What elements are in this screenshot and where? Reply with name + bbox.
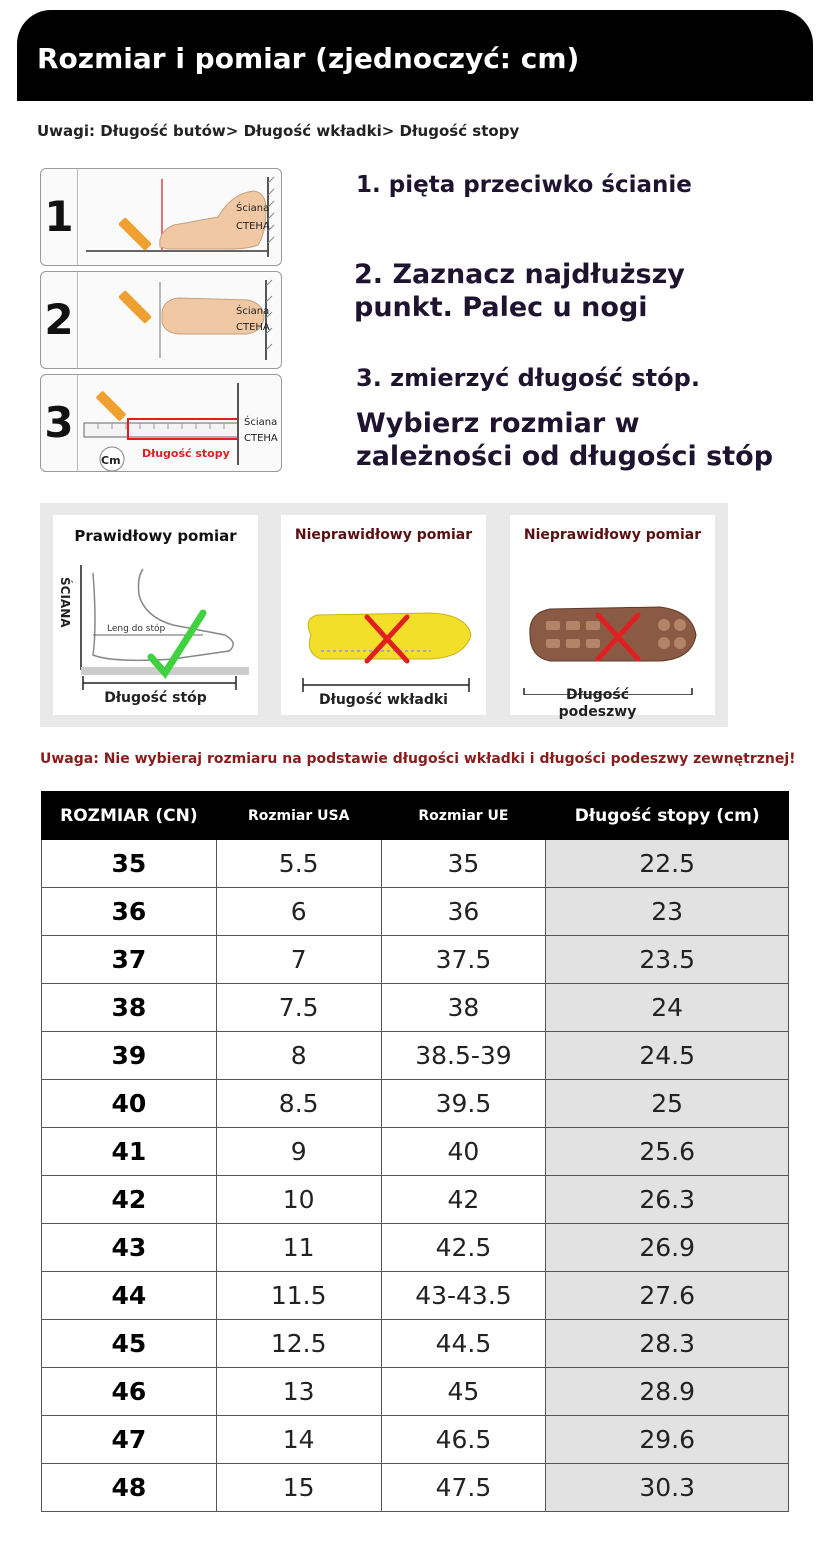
cn-size-cell: 42 <box>42 1176 217 1224</box>
choose-size-line-1: Wybierz rozmiar w <box>356 408 640 439</box>
us-size-cell: 14 <box>216 1416 381 1464</box>
foot-length-cell: 26.3 <box>546 1176 789 1224</box>
header-foot-length: Długość stopy (cm) <box>546 792 789 840</box>
step-2-box <box>40 271 282 369</box>
size-warning: Uwaga: Nie wybieraj rozmiaru na podstawie długości wkładki i długości podeszwy zewnętrznej! <box>40 751 796 767</box>
step-3-box <box>40 374 282 472</box>
eu-size-cell: 45 <box>381 1368 546 1416</box>
table-row <box>42 1032 789 1080</box>
cn-size-cell: 47 <box>42 1416 217 1464</box>
choose-size-line-2: zależności od długości stóp <box>356 441 774 472</box>
cn-size-cell: 35 <box>42 840 217 888</box>
us-size-cell: 13 <box>216 1368 381 1416</box>
correct-measurement-card <box>53 515 258 715</box>
us-size-cell: 7.5 <box>216 984 381 1032</box>
step-1-box <box>40 168 282 266</box>
instruction-step-3: 3. zmierzyć długość stóp. <box>356 364 700 392</box>
us-size-cell: 9 <box>216 1128 381 1176</box>
us-size-cell: 11.5 <box>216 1272 381 1320</box>
table-row <box>42 1320 789 1368</box>
wrong-sole-title: Nieprawidłowy pomiar <box>523 527 702 543</box>
eu-size-cell: 37.5 <box>381 936 546 984</box>
sole-length-label-line-2: podeszwy <box>558 704 637 720</box>
step-3-number: 3 <box>41 375 78 471</box>
table-row <box>42 1080 789 1128</box>
foot-length-cell: 25 <box>546 1080 789 1128</box>
sole-length-label-line-1: Długość <box>565 687 630 703</box>
us-size-cell: 5.5 <box>216 840 381 888</box>
cn-size-cell: 45 <box>42 1320 217 1368</box>
cn-size-cell: 48 <box>42 1464 217 1512</box>
us-size-cell: 8 <box>216 1032 381 1080</box>
table-row <box>42 1176 789 1224</box>
us-size-cell: 11 <box>216 1224 381 1272</box>
cn-size-cell: 40 <box>42 1080 217 1128</box>
table-row <box>42 1272 789 1320</box>
table-row <box>42 984 789 1032</box>
cn-size-cell: 43 <box>42 1224 217 1272</box>
table-row <box>42 1416 789 1464</box>
cm-unit-badge: Cm <box>101 454 121 467</box>
foot-length-cell: 25.6 <box>546 1128 789 1176</box>
step-3-wall-label-alt: CTEHA <box>244 433 278 444</box>
instruction-step-2-line-2: punkt. Palec u nogi <box>354 292 648 323</box>
step-1-wall-label-alt: CTEHA <box>236 221 270 232</box>
header-bar <box>17 10 813 101</box>
eu-size-cell: 35 <box>381 840 546 888</box>
step-1-wall-label: Ściana <box>236 203 270 214</box>
foot-top-view-illustration <box>78 272 281 368</box>
cn-size-cell: 39 <box>42 1032 217 1080</box>
measurement-comparison-panel <box>40 503 728 727</box>
foot-heel-illustration <box>78 169 281 265</box>
step-1-number: 1 <box>41 169 78 265</box>
cn-size-cell: 44 <box>42 1272 217 1320</box>
cn-size-cell: 38 <box>42 984 217 1032</box>
table-row <box>42 840 789 888</box>
us-size-cell: 10 <box>216 1176 381 1224</box>
eu-size-cell: 42 <box>381 1176 546 1224</box>
eu-size-cell: 46.5 <box>381 1416 546 1464</box>
correct-foot-illustration <box>53 555 258 695</box>
us-size-cell: 15 <box>216 1464 381 1512</box>
table-header-row <box>42 792 789 840</box>
eu-size-cell: 44.5 <box>381 1320 546 1368</box>
correct-measurement-title: Prawidłowy pomiar <box>74 527 237 545</box>
step-2-number: 2 <box>41 272 78 368</box>
step-2-wall-label: Ściana <box>236 306 270 317</box>
step-3-wall-label: Ściana <box>244 417 278 428</box>
page-title: Rozmiar i pomiar (zjednoczyć: cm) <box>37 42 580 75</box>
instruction-step-2-line-1: 2. Zaznacz najdłuższy <box>354 259 685 290</box>
foot-length-label: Długość stopy <box>142 447 230 460</box>
header-us-size: Rozmiar USA <box>216 792 381 840</box>
foot-length-cell: 26.9 <box>546 1224 789 1272</box>
foot-length-cell: 28.3 <box>546 1320 789 1368</box>
cn-size-cell: 37 <box>42 936 217 984</box>
eu-size-cell: 39.5 <box>381 1080 546 1128</box>
cn-size-cell: 41 <box>42 1128 217 1176</box>
correct-foot-length-label: Długość stóp <box>104 690 207 706</box>
wall-vertical-label: ŚCIANA <box>58 577 72 628</box>
us-size-cell: 12.5 <box>216 1320 381 1368</box>
check-mark-icon <box>151 613 203 673</box>
foot-length-cell: 22.5 <box>546 840 789 888</box>
toe-length-label: Leng do stóp <box>107 624 166 634</box>
cn-size-cell: 36 <box>42 888 217 936</box>
foot-length-cell: 29.6 <box>546 1416 789 1464</box>
table-row <box>42 1128 789 1176</box>
eu-size-cell: 43-43.5 <box>381 1272 546 1320</box>
foot-length-cell: 28.9 <box>546 1368 789 1416</box>
insole-illustration <box>281 555 486 695</box>
size-chart-table <box>41 791 789 1512</box>
header-cn-size: ROZMIAR (CN) <box>42 792 217 840</box>
foot-length-cell: 27.6 <box>546 1272 789 1320</box>
sole-illustration <box>510 555 715 695</box>
table-row <box>42 1224 789 1272</box>
table-row <box>42 1368 789 1416</box>
instruction-step-1: 1. pięta przeciwko ścianie <box>356 172 692 198</box>
wrong-sole-card <box>510 515 715 720</box>
foot-length-cell: 30.3 <box>546 1464 789 1512</box>
wrong-insole-title: Nieprawidłowy pomiar <box>294 527 473 543</box>
table-row <box>42 1464 789 1512</box>
foot-length-cell: 24 <box>546 984 789 1032</box>
eu-size-cell: 42.5 <box>381 1224 546 1272</box>
us-size-cell: 7 <box>216 936 381 984</box>
eu-size-cell: 38.5-39 <box>381 1032 546 1080</box>
eu-size-cell: 38 <box>381 984 546 1032</box>
header-eu-size: Rozmiar UE <box>381 792 546 840</box>
foot-length-cell: 23 <box>546 888 789 936</box>
length-note: Uwagi: Długość butów> Długość wkładki> Długość stopy <box>37 122 520 140</box>
eu-size-cell: 47.5 <box>381 1464 546 1512</box>
eu-size-cell: 36 <box>381 888 546 936</box>
us-size-cell: 6 <box>216 888 381 936</box>
us-size-cell: 8.5 <box>216 1080 381 1128</box>
step-2-wall-label-alt: CTEHA <box>236 322 270 333</box>
table-row <box>42 936 789 984</box>
wrong-insole-card <box>281 515 486 715</box>
foot-length-cell: 23.5 <box>546 936 789 984</box>
eu-size-cell: 40 <box>381 1128 546 1176</box>
foot-length-cell: 24.5 <box>546 1032 789 1080</box>
table-row <box>42 888 789 936</box>
ruler-measure-illustration <box>78 375 281 471</box>
cn-size-cell: 46 <box>42 1368 217 1416</box>
insole-length-label: Długość wkładki <box>319 692 448 708</box>
